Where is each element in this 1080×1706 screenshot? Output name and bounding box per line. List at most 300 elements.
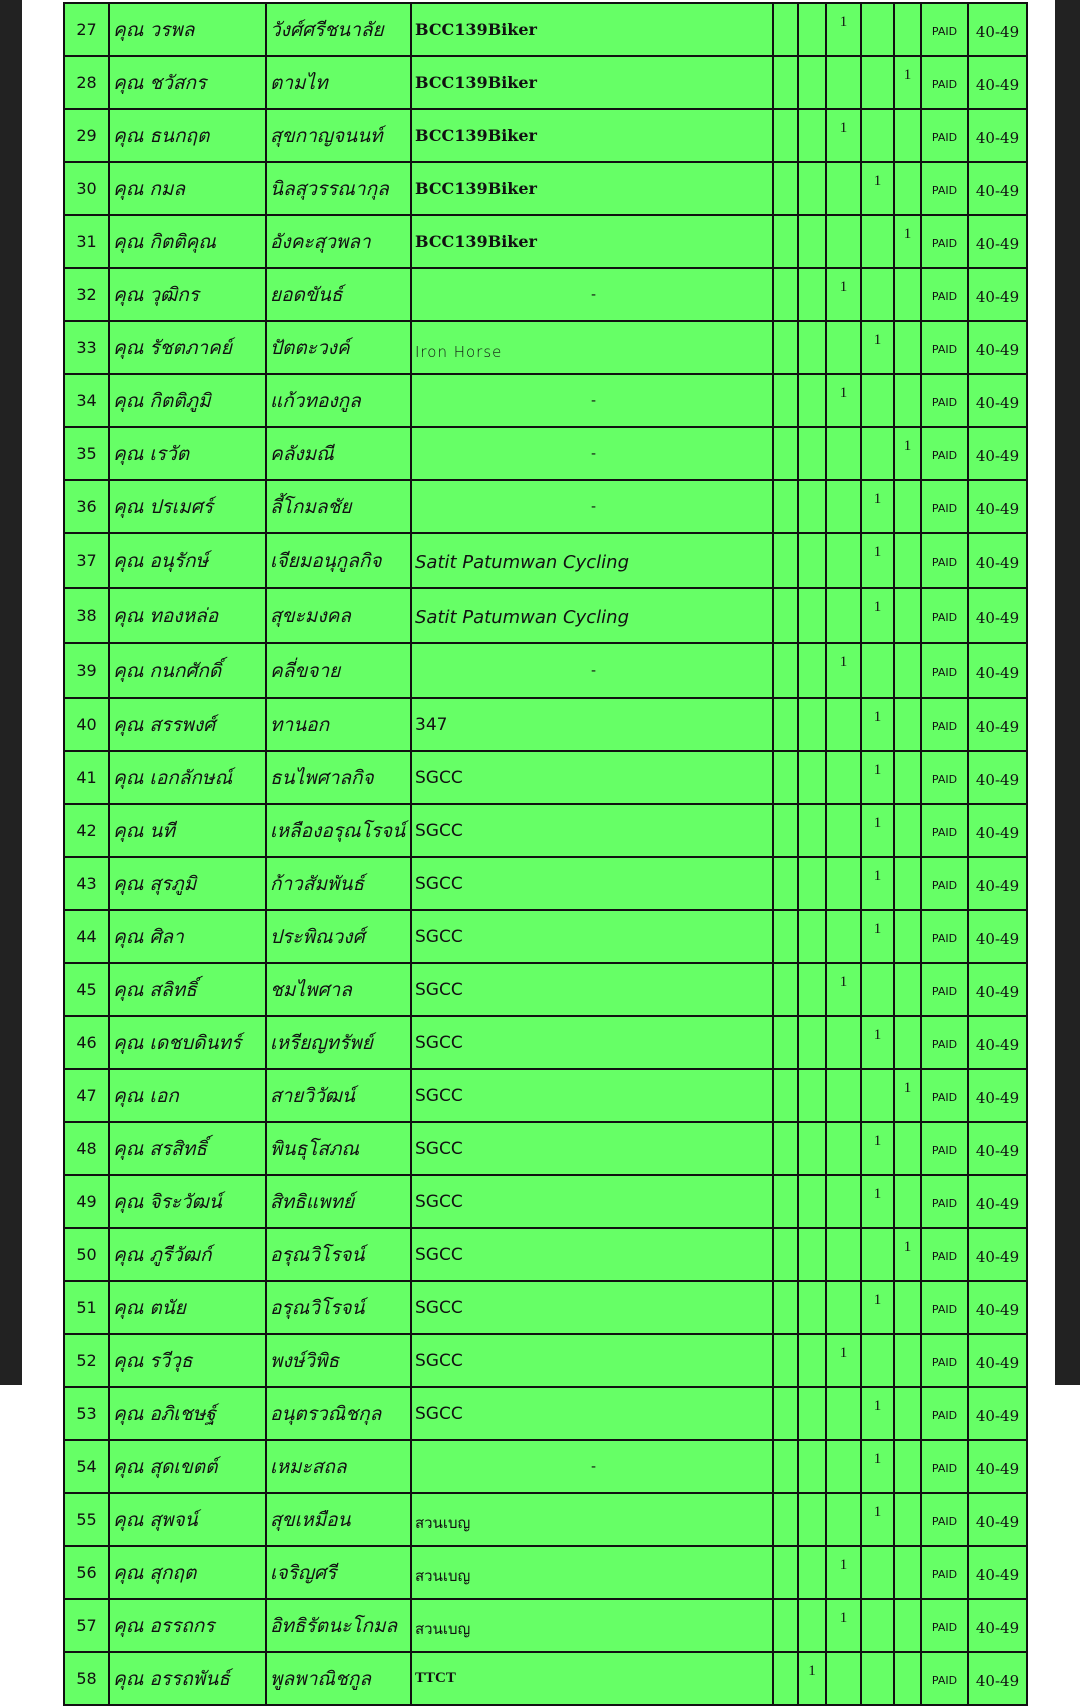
- category-cell-5: [894, 1281, 921, 1334]
- category-cell-4: 1: [861, 857, 894, 910]
- payment-status: PAID: [921, 1122, 968, 1175]
- category-cell-3: [826, 533, 861, 588]
- table-row: [64, 56, 1027, 109]
- category-cell-4: [861, 1228, 894, 1281]
- category-cell-1: [773, 1175, 798, 1228]
- age-group: 40-49: [968, 374, 1027, 427]
- table-row: [64, 1069, 1027, 1122]
- category-cell-2: [798, 1387, 826, 1440]
- category-cell-1: [773, 1440, 798, 1493]
- age-group: 40-49: [968, 1175, 1027, 1228]
- last-name: ลี้โกมลชัย: [266, 480, 411, 533]
- row-number: 36: [64, 480, 109, 533]
- category-cell-4: [861, 109, 894, 162]
- table-row: [64, 1175, 1027, 1228]
- team-name: 347: [411, 698, 773, 751]
- category-cell-5: [894, 480, 921, 533]
- table-row: [64, 643, 1027, 698]
- category-cell-4: 1: [861, 804, 894, 857]
- category-cell-4: 1: [861, 1440, 894, 1493]
- category-cell-4: 1: [861, 1387, 894, 1440]
- table-row: [64, 1440, 1027, 1493]
- last-name: ก้าวสัมพันธ์: [266, 857, 411, 910]
- age-group: 40-49: [968, 857, 1027, 910]
- category-cell-4: [861, 1652, 894, 1705]
- category-cell-2: [798, 321, 826, 374]
- category-cell-3: [826, 1122, 861, 1175]
- category-cell-1: [773, 374, 798, 427]
- first-name: คุณ อนุรักษ์: [109, 533, 266, 588]
- first-name: คุณ นที: [109, 804, 266, 857]
- category-cell-1: [773, 751, 798, 804]
- payment-status: PAID: [921, 1016, 968, 1069]
- age-group: 40-49: [968, 1334, 1027, 1387]
- category-cell-5: [894, 1334, 921, 1387]
- table-row: [64, 480, 1027, 533]
- category-cell-4: 1: [861, 751, 894, 804]
- category-cell-3: 1: [826, 268, 861, 321]
- team-name: SGCC: [411, 963, 773, 1016]
- table-row: [64, 321, 1027, 374]
- last-name: อังคะสุวพลา: [266, 215, 411, 268]
- category-cell-2: [798, 427, 826, 480]
- age-group: 40-49: [968, 910, 1027, 963]
- payment-status: PAID: [921, 588, 968, 643]
- table-row: [64, 1652, 1027, 1705]
- category-cell-5: [894, 1016, 921, 1069]
- category-cell-4: [861, 56, 894, 109]
- category-cell-4: 1: [861, 1016, 894, 1069]
- category-cell-3: [826, 1175, 861, 1228]
- first-name: คุณ เอก: [109, 1069, 266, 1122]
- category-cell-1: [773, 321, 798, 374]
- row-number: 58: [64, 1652, 109, 1705]
- category-cell-2: 1: [798, 1652, 826, 1705]
- table-row: [64, 1599, 1027, 1652]
- first-name: คุณ กมล: [109, 162, 266, 215]
- row-number: 42: [64, 804, 109, 857]
- category-cell-1: [773, 1546, 798, 1599]
- first-name: คุณ ชวัสกร: [109, 56, 266, 109]
- category-cell-1: [773, 643, 798, 698]
- category-cell-5: [894, 109, 921, 162]
- category-cell-4: [861, 643, 894, 698]
- category-cell-3: 1: [826, 1334, 861, 1387]
- category-cell-3: 1: [826, 109, 861, 162]
- table-row: [64, 1122, 1027, 1175]
- row-number: 47: [64, 1069, 109, 1122]
- category-cell-2: [798, 1228, 826, 1281]
- row-number: 53: [64, 1387, 109, 1440]
- category-cell-3: [826, 427, 861, 480]
- category-cell-3: [826, 321, 861, 374]
- payment-status: PAID: [921, 162, 968, 215]
- team-name: SGCC: [411, 1016, 773, 1069]
- category-cell-5: [894, 1493, 921, 1546]
- team-name: Satit Patumwan Cycling: [411, 533, 773, 588]
- category-cell-4: [861, 1334, 894, 1387]
- row-number: 38: [64, 588, 109, 643]
- first-name: คุณ สุกฤต: [109, 1546, 266, 1599]
- category-cell-5: [894, 963, 921, 1016]
- category-cell-1: [773, 533, 798, 588]
- category-cell-1: [773, 1281, 798, 1334]
- age-group: 40-49: [968, 963, 1027, 1016]
- first-name: คุณ อรรถกร: [109, 1599, 266, 1652]
- first-name: คุณ กิตติภูมิ: [109, 374, 266, 427]
- team-name: BCC139Biker: [411, 215, 773, 268]
- first-name: คุณ กิตติคุณ: [109, 215, 266, 268]
- category-cell-1: [773, 588, 798, 643]
- category-cell-5: 1: [894, 1069, 921, 1122]
- first-name: คุณ สรรพงศ์: [109, 698, 266, 751]
- first-name: คุณ ภูรีวัฒก์: [109, 1228, 266, 1281]
- payment-status: PAID: [921, 374, 968, 427]
- first-name: คุณ สรสิทธิ์: [109, 1122, 266, 1175]
- category-cell-3: [826, 804, 861, 857]
- table-row: [64, 1493, 1027, 1546]
- team-name: Iron Horse: [411, 321, 773, 374]
- team-name: Satit Patumwan Cycling: [411, 588, 773, 643]
- age-group: 40-49: [968, 3, 1027, 56]
- category-cell-1: [773, 857, 798, 910]
- payment-status: PAID: [921, 1599, 968, 1652]
- first-name: คุณ วรพล: [109, 3, 266, 56]
- category-cell-5: 1: [894, 427, 921, 480]
- category-cell-2: [798, 751, 826, 804]
- team-name: BCC139Biker: [411, 162, 773, 215]
- age-group: 40-49: [968, 109, 1027, 162]
- category-cell-5: [894, 1652, 921, 1705]
- team-name: สวนเบญ: [411, 1599, 773, 1652]
- category-cell-1: [773, 910, 798, 963]
- last-name: เหรียญทรัพย์: [266, 1016, 411, 1069]
- first-name: คุณ ศิลา: [109, 910, 266, 963]
- team-name: SGCC: [411, 857, 773, 910]
- category-cell-2: [798, 1122, 826, 1175]
- last-name: พงษ์วิพิธ: [266, 1334, 411, 1387]
- category-cell-1: [773, 1334, 798, 1387]
- payment-status: PAID: [921, 857, 968, 910]
- last-name: สิทธิแพทย์: [266, 1175, 411, 1228]
- right-border: [1055, 0, 1080, 1385]
- category-cell-2: [798, 1334, 826, 1387]
- category-cell-5: 1: [894, 56, 921, 109]
- row-number: 41: [64, 751, 109, 804]
- table-row: [64, 374, 1027, 427]
- age-group: 40-49: [968, 268, 1027, 321]
- last-name: สายวิวัฒน์: [266, 1069, 411, 1122]
- category-cell-5: [894, 910, 921, 963]
- row-number: 54: [64, 1440, 109, 1493]
- last-name: สุขะมงคล: [266, 588, 411, 643]
- category-cell-5: [894, 533, 921, 588]
- age-group: 40-49: [968, 1652, 1027, 1705]
- row-number: 55: [64, 1493, 109, 1546]
- team-name: SGCC: [411, 910, 773, 963]
- category-cell-1: [773, 1228, 798, 1281]
- table-row: [64, 427, 1027, 480]
- last-name: อรุณวิโรจน์: [266, 1281, 411, 1334]
- age-group: 40-49: [968, 1016, 1027, 1069]
- category-cell-3: [826, 1069, 861, 1122]
- last-name: พินธุโสภณ: [266, 1122, 411, 1175]
- payment-status: PAID: [921, 751, 968, 804]
- last-name: ยอดขันธ์: [266, 268, 411, 321]
- category-cell-1: [773, 3, 798, 56]
- team-name: SGCC: [411, 1228, 773, 1281]
- age-group: 40-49: [968, 698, 1027, 751]
- last-name: ปัตตะวงค์: [266, 321, 411, 374]
- row-number: 31: [64, 215, 109, 268]
- team-name: BCC139Biker: [411, 3, 773, 56]
- category-cell-2: [798, 533, 826, 588]
- last-name: ทานอก: [266, 698, 411, 751]
- category-cell-5: [894, 374, 921, 427]
- category-cell-5: [894, 162, 921, 215]
- payment-status: PAID: [921, 3, 968, 56]
- table-row: [64, 698, 1027, 751]
- category-cell-2: [798, 910, 826, 963]
- last-name: ประพิณวงศ์: [266, 910, 411, 963]
- row-number: 43: [64, 857, 109, 910]
- first-name: คุณ อรรถพันธ์: [109, 1652, 266, 1705]
- last-name: วังศ์ศรีชนาลัย: [266, 3, 411, 56]
- age-group: 40-49: [968, 162, 1027, 215]
- team-name: SGCC: [411, 1122, 773, 1175]
- team-name: BCC139Biker: [411, 56, 773, 109]
- age-group: 40-49: [968, 321, 1027, 374]
- category-cell-1: [773, 1599, 798, 1652]
- category-cell-3: [826, 751, 861, 804]
- category-cell-3: [826, 1652, 861, 1705]
- team-name: -: [411, 480, 773, 533]
- category-cell-1: [773, 1069, 798, 1122]
- row-number: 52: [64, 1334, 109, 1387]
- row-number: 44: [64, 910, 109, 963]
- payment-status: PAID: [921, 427, 968, 480]
- category-cell-1: [773, 698, 798, 751]
- table-row: [64, 963, 1027, 1016]
- category-cell-4: [861, 427, 894, 480]
- table-row: [64, 751, 1027, 804]
- category-cell-2: [798, 162, 826, 215]
- category-cell-4: 1: [861, 1175, 894, 1228]
- age-group: 40-49: [968, 480, 1027, 533]
- category-cell-5: [894, 1440, 921, 1493]
- row-number: 57: [64, 1599, 109, 1652]
- category-cell-3: 1: [826, 963, 861, 1016]
- last-name: คลังมณี: [266, 427, 411, 480]
- category-cell-4: 1: [861, 910, 894, 963]
- row-number: 49: [64, 1175, 109, 1228]
- last-name: ธนไพศาลกิจ: [266, 751, 411, 804]
- row-number: 56: [64, 1546, 109, 1599]
- last-name: แก้วทองกูล: [266, 374, 411, 427]
- category-cell-2: [798, 1016, 826, 1069]
- age-group: 40-49: [968, 56, 1027, 109]
- category-cell-3: 1: [826, 643, 861, 698]
- category-cell-4: 1: [861, 1281, 894, 1334]
- category-cell-4: 1: [861, 480, 894, 533]
- row-number: 30: [64, 162, 109, 215]
- last-name: พูลพาณิชกูล: [266, 1652, 411, 1705]
- payment-status: PAID: [921, 1069, 968, 1122]
- payment-status: PAID: [921, 109, 968, 162]
- payment-status: PAID: [921, 1175, 968, 1228]
- team-name: SGCC: [411, 1281, 773, 1334]
- row-number: 39: [64, 643, 109, 698]
- last-name: เหมะสถล: [266, 1440, 411, 1493]
- category-cell-1: [773, 1016, 798, 1069]
- table-row: [64, 533, 1027, 588]
- age-group: 40-49: [968, 804, 1027, 857]
- table-row: [64, 268, 1027, 321]
- last-name: อนุตรวณิชกุล: [266, 1387, 411, 1440]
- payment-status: PAID: [921, 480, 968, 533]
- table-row: [64, 588, 1027, 643]
- age-group: 40-49: [968, 1440, 1027, 1493]
- first-name: คุณ ทองหล่อ: [109, 588, 266, 643]
- category-cell-1: [773, 1493, 798, 1546]
- first-name: คุณ อภิเชษฐ์: [109, 1387, 266, 1440]
- age-group: 40-49: [968, 1069, 1027, 1122]
- category-cell-3: [826, 1493, 861, 1546]
- payment-status: PAID: [921, 963, 968, 1016]
- category-cell-4: 1: [861, 533, 894, 588]
- team-name: SGCC: [411, 751, 773, 804]
- category-cell-5: [894, 1387, 921, 1440]
- last-name: นิลสุวรรณากุล: [266, 162, 411, 215]
- last-name: คลี่ขจาย: [266, 643, 411, 698]
- category-cell-5: [894, 857, 921, 910]
- age-group: 40-49: [968, 1599, 1027, 1652]
- category-cell-1: [773, 268, 798, 321]
- age-group: 40-49: [968, 588, 1027, 643]
- first-name: คุณ เอกลักษณ์: [109, 751, 266, 804]
- team-name: SGCC: [411, 1175, 773, 1228]
- team-name: สวนเบญ: [411, 1546, 773, 1599]
- row-number: 37: [64, 533, 109, 588]
- category-cell-2: [798, 643, 826, 698]
- category-cell-2: [798, 857, 826, 910]
- category-cell-1: [773, 1387, 798, 1440]
- category-cell-3: [826, 480, 861, 533]
- category-cell-5: 1: [894, 215, 921, 268]
- age-group: 40-49: [968, 1493, 1027, 1546]
- category-cell-3: 1: [826, 3, 861, 56]
- category-cell-4: 1: [861, 162, 894, 215]
- payment-status: PAID: [921, 1387, 968, 1440]
- first-name: คุณ สลิทธิ์: [109, 963, 266, 1016]
- row-number: 29: [64, 109, 109, 162]
- category-cell-1: [773, 109, 798, 162]
- category-cell-2: [798, 109, 826, 162]
- category-cell-2: [798, 374, 826, 427]
- last-name: ชมไพศาล: [266, 963, 411, 1016]
- category-cell-5: [894, 751, 921, 804]
- last-name: เหลืองอรุณโรจน์: [266, 804, 411, 857]
- category-cell-3: [826, 162, 861, 215]
- category-cell-3: [826, 857, 861, 910]
- table-row: [64, 857, 1027, 910]
- team-name: SGCC: [411, 1069, 773, 1122]
- table-row: [64, 1228, 1027, 1281]
- first-name: คุณ สุดเขตต์: [109, 1440, 266, 1493]
- team-name: -: [411, 268, 773, 321]
- category-cell-1: [773, 215, 798, 268]
- table-row: [64, 1546, 1027, 1599]
- first-name: คุณ วุฒิกร: [109, 268, 266, 321]
- team-name: -: [411, 374, 773, 427]
- category-cell-2: [798, 1599, 826, 1652]
- table-row: [64, 1016, 1027, 1069]
- category-cell-4: [861, 3, 894, 56]
- category-cell-1: [773, 427, 798, 480]
- category-cell-4: [861, 1069, 894, 1122]
- category-cell-5: [894, 698, 921, 751]
- category-cell-4: [861, 1546, 894, 1599]
- row-number: 48: [64, 1122, 109, 1175]
- category-cell-1: [773, 1652, 798, 1705]
- payment-status: PAID: [921, 643, 968, 698]
- payment-status: PAID: [921, 1281, 968, 1334]
- payment-status: PAID: [921, 1546, 968, 1599]
- category-cell-5: [894, 1599, 921, 1652]
- category-cell-5: [894, 268, 921, 321]
- category-cell-4: 1: [861, 1122, 894, 1175]
- row-number: 32: [64, 268, 109, 321]
- last-name: อิทธิรัตนะโกมล: [266, 1599, 411, 1652]
- payment-status: PAID: [921, 910, 968, 963]
- age-group: 40-49: [968, 1387, 1027, 1440]
- team-name: -: [411, 427, 773, 480]
- row-number: 35: [64, 427, 109, 480]
- category-cell-4: [861, 374, 894, 427]
- last-name: สุขกาญจนนท์: [266, 109, 411, 162]
- age-group: 40-49: [968, 643, 1027, 698]
- age-group: 40-49: [968, 1546, 1027, 1599]
- category-cell-2: [798, 1546, 826, 1599]
- payment-status: PAID: [921, 1334, 968, 1387]
- category-cell-2: [798, 3, 826, 56]
- table-row: [64, 1281, 1027, 1334]
- category-cell-3: [826, 1281, 861, 1334]
- team-name: -: [411, 643, 773, 698]
- row-number: 27: [64, 3, 109, 56]
- first-name: คุณ เดชบดินทร์: [109, 1016, 266, 1069]
- row-number: 45: [64, 963, 109, 1016]
- category-cell-5: [894, 3, 921, 56]
- team-name: SGCC: [411, 804, 773, 857]
- payment-status: PAID: [921, 56, 968, 109]
- category-cell-3: 1: [826, 374, 861, 427]
- first-name: คุณ จิระวัฒน์: [109, 1175, 266, 1228]
- category-cell-3: 1: [826, 1599, 861, 1652]
- table-row: [64, 162, 1027, 215]
- category-cell-3: [826, 588, 861, 643]
- row-number: 50: [64, 1228, 109, 1281]
- category-cell-2: [798, 215, 826, 268]
- category-cell-2: [798, 698, 826, 751]
- category-cell-3: [826, 1440, 861, 1493]
- category-cell-3: [826, 698, 861, 751]
- payment-status: PAID: [921, 1440, 968, 1493]
- category-cell-4: 1: [861, 1493, 894, 1546]
- table-row: [64, 1387, 1027, 1440]
- first-name: คุณ ปรเมศร์: [109, 480, 266, 533]
- first-name: คุณ รวีวุธ: [109, 1334, 266, 1387]
